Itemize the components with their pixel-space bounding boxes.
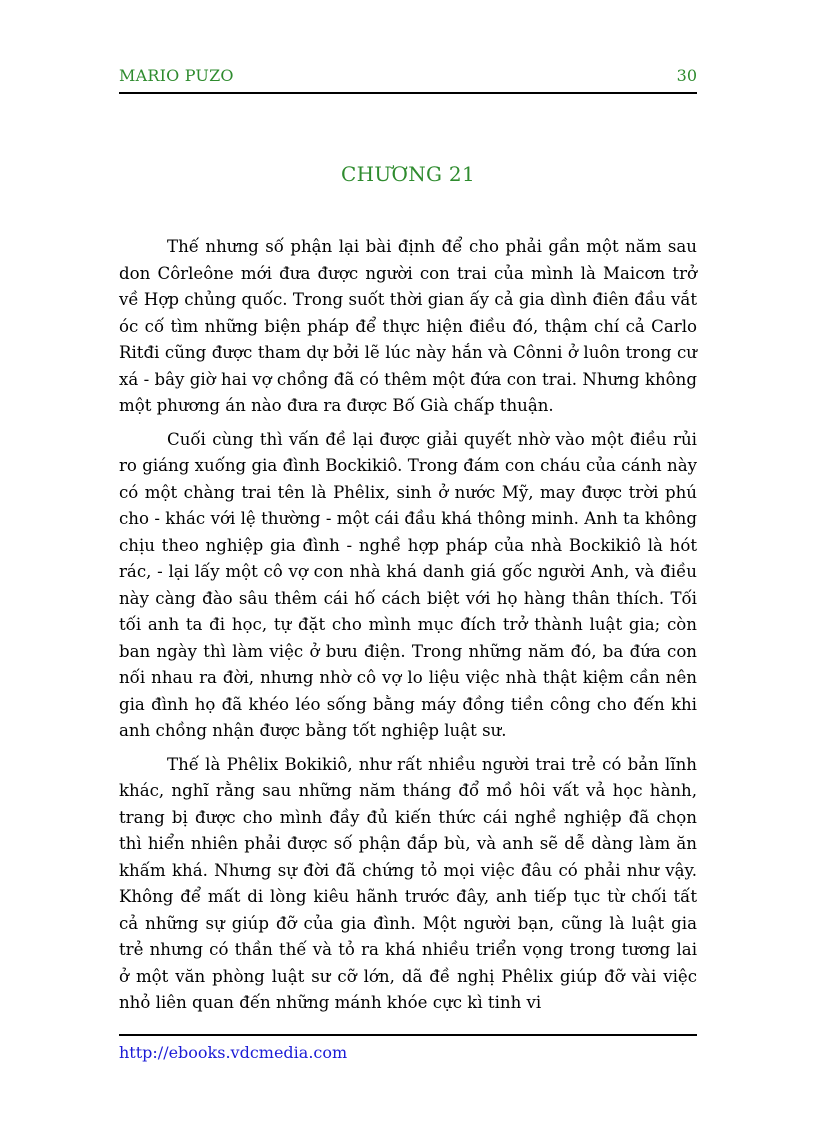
footer-url-link[interactable]: http://ebooks.vdcmedia.com: [119, 1043, 348, 1062]
page-header: [119, 62, 697, 94]
chapter-title: CHƯƠNG 21: [341, 162, 475, 186]
chapter-body: [119, 234, 697, 1024]
paragraph-2: Cuối cùng thì vấn đề lại được giải quyết nhờ vào một điều rủi ro giáng xuống gia đình Bockikiô. Trong đám con cháu của cánh này có một chàng trai tên là Phêlix, sinh ở nước Mỹ, may được trời phú cho - khác với lệ thường - một cái đầu khá thông minh. Anh ta không chịu theo nghiệp gia đình - nghề hợp pháp của nhà Bockikiô là hót rác, - lại lấy một cô vợ con nhà khá danh giá gốc người Anh, và điều này càng đào sâu thêm cái hố cách biệt với họ hàng thân thích. Tối tối anh ta đi học, tự đặt cho mình mục đích trở thành luật gia; còn ban ngày thì làm việc ở bưu điện. Trong những năm đó, ba đứa con nối nhau ra đời, nhưng nhờ cô vợ lo liệu việc nhà thật kiệm cần nên gia đình họ đã khéo léo sống bằng máy đồng tiền công cho đến khi anh chồng nhận được bằng tốt nghiệp luật sư.: [119, 429, 697, 740]
page-footer: [119, 1034, 697, 1062]
paragraph-1: Thế nhưng số phận lại bài định để cho phải gần một năm sau don Côrleône mới đưa được người con trai của mình là Maicơn trở về Hợp chủng quốc. Trong suốt thời gian ấy cả gia dình điên đầu vắt óc cố tìm những biện pháp để thực hiện điều đó, thậm chí cả Carlo Ritđi cũng được tham dự bởi lẽ lúc này hắn và Cônni ở luôn trong cư xá - bây giờ hai vợ chồng đã có thêm một đứa con trai. Nhưng không một phương án nào đưa ra được Bố Già chấp thuận.: [119, 237, 697, 415]
header-author: MARIO PUZO: [119, 66, 234, 85]
header-page-number: 30: [676, 66, 697, 85]
paragraph-3: Thế là Phêlix Bokikiô, như rất nhiều người trai trẻ có bản lĩnh khác, nghĩ rằng sau những năm tháng đổ mồ hôi vất vả học hành, trang bị được cho mình đầy đủ kiến thức cái nghề nghiệp đã chọn thì hiển nhiên phải được số phận đắp bù, và anh sẽ dễ dàng làm ăn khấm khá. Nhưng sự đời đã chứng tỏ mọi việc đâu có phải như vậy. Không để mất di lòng kiêu hãnh trước đây, anh tiếp tục từ chối tất cả những sự giúp đỡ của gia đình. Một người bạn, cũng là luật gia trẻ nhưng có thần thế và tỏ ra khá nhiều triển vọng trong tương lai ở một văn phòng luật sư cỡ lớn, dã đề nghị Phêlix giúp đỡ vài việc nhỏ liên quan đến những mánh khóe cực kì tinh vi: [119, 754, 697, 1012]
